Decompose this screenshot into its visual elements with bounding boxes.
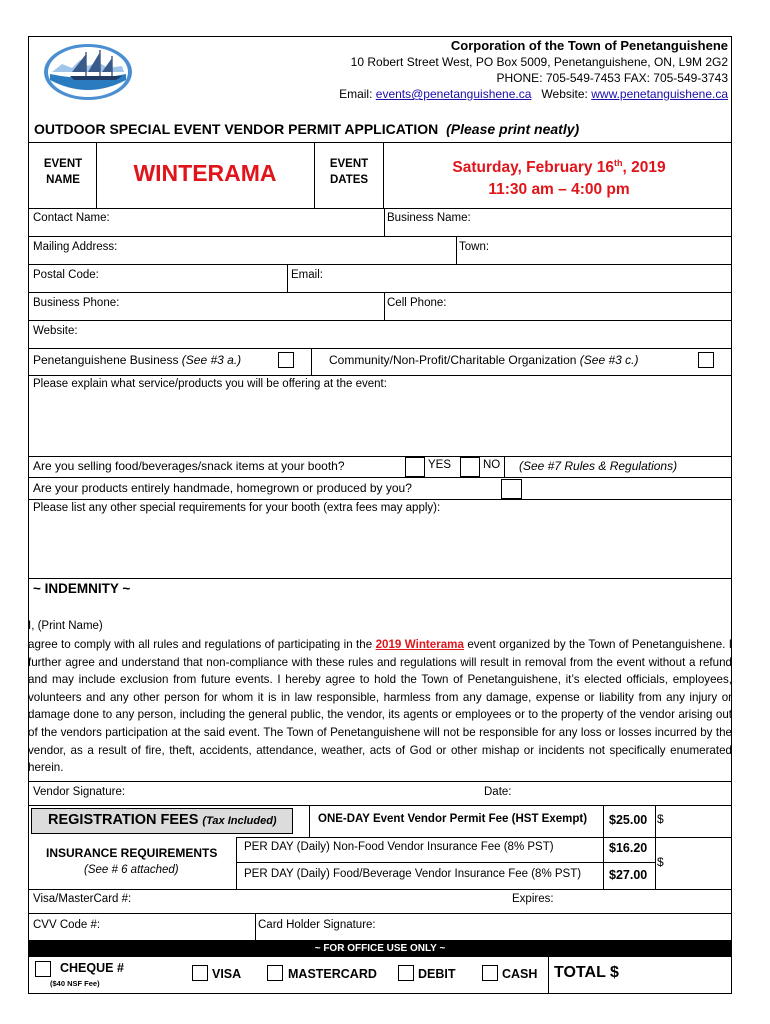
- handmade-checkbox[interactable]: [501, 479, 522, 499]
- form-title-note: (Please print neatly): [446, 121, 580, 137]
- food-no-label: NO: [483, 459, 501, 471]
- visa-label: VISA: [212, 967, 242, 981]
- handmade-question-label: Are your products entirely handmade, homegrown or produced by you?: [33, 481, 412, 495]
- cheque-checkbox[interactable]: [35, 961, 51, 977]
- print-name-label: I, (Print Name): [28, 620, 103, 632]
- cash-label: CASH: [502, 967, 538, 981]
- food-no-checkbox[interactable]: [460, 457, 480, 477]
- cash-checkbox[interactable]: [482, 965, 498, 981]
- indemnity-heading: ~ INDEMNITY ~: [33, 581, 131, 596]
- explain-label: Please explain what service/products you will be offering at the event:: [33, 378, 387, 390]
- cell-phone-label: Cell Phone:: [387, 297, 447, 309]
- mastercard-label: MASTERCARD: [288, 967, 377, 981]
- mastercard-checkbox[interactable]: [267, 965, 283, 981]
- website-link[interactable]: www.penetanguishene.ca: [591, 87, 728, 101]
- community-org-checkbox[interactable]: [698, 352, 714, 368]
- food-fee-label: PER DAY (Daily) Food/Beverage Vendor Insurance Fee (8% PST): [244, 868, 582, 880]
- food-fee-amount: $27.00: [609, 868, 648, 882]
- org-name: Corporation of the Town of Penetanguishene: [450, 38, 728, 53]
- card-holder-sig-label: Card Holder Signature:: [258, 919, 376, 931]
- debit-checkbox[interactable]: [398, 965, 414, 981]
- nonfood-fee-amount: $16.20: [609, 841, 648, 855]
- community-org-label: Community/Non-Profit/Charitable Organization (See #3 c.): [329, 353, 639, 367]
- org-address: 10 Robert Street West, PO Box 5009, Penetanguishene, ON, L9M 2G2: [350, 55, 728, 69]
- special-req-label: Please list any other special requirements for your booth (extra fees may apply):: [33, 502, 441, 514]
- town-label: Town:: [459, 241, 490, 253]
- expires-label: Expires:: [512, 893, 554, 905]
- date-label: Date:: [484, 786, 512, 798]
- insurance-title: INSURANCE REQUIREMENTS: [46, 846, 218, 860]
- food-yes-label: YES: [428, 459, 452, 471]
- form-title: [34, 121, 579, 137]
- email-field-label: Email:: [291, 269, 323, 281]
- visa-checkbox[interactable]: [192, 965, 208, 981]
- vendor-signature-label: Vendor Signature:: [33, 786, 126, 798]
- food-question-label: Are you selling food/beverages/snack items at your booth?: [33, 459, 345, 473]
- mailing-address-label: Mailing Address:: [33, 241, 118, 253]
- cvv-label: CVV Code #:: [33, 919, 101, 931]
- total-label: TOTAL $: [554, 964, 619, 981]
- website-label: Website:: [541, 87, 588, 101]
- card-number-label: Visa/MasterCard #:: [33, 893, 132, 905]
- penet-business-label: Penetanguishene Business (See #3 a.): [33, 353, 242, 367]
- email-label: Email:: [339, 87, 373, 101]
- permit-dollar: $: [657, 812, 664, 826]
- email-link[interactable]: events@penetanguishene.ca: [375, 87, 532, 101]
- insurance-note: (See # 6 attached): [84, 864, 179, 876]
- business-phone-label: Business Phone:: [33, 297, 120, 309]
- nsf-note: ($40 NSF Fee): [50, 979, 100, 988]
- indemnity-text: agree to comply with all rules and regulations of participating in the 2019 Winterama event organized by the Town of Penetanguishene. I further agree and understand that non-compliance with these rules and regulations will result in removal from the event without a refund and may include exclusion from future events. I hereby agree to hold the Town of Penetanguishene, it’s elected officials, employees, volunteers and any other person for whom it is in law responsible, harmless from any damage, expense or liability from any injury or damage done to any person, including the general public, the vendor, its agents or employees or to the property of the vendor arising out of the vendors participation at the said event. The Town of Penetanguishene will not be responsible for any loss or losses incurred by the vendor, as a result of fire, theft, accidents, attendance, weather, acts of God or other mishap or incidents not specifically enumerated herein.: [28, 638, 732, 775]
- nonfood-fee-label: PER DAY (Daily) Non-Food Vendor Insurance Fee (8% PST): [244, 841, 554, 853]
- food-yes-checkbox[interactable]: [405, 457, 425, 477]
- penet-business-checkbox[interactable]: [278, 352, 294, 368]
- office-use-bar: ~ FOR OFFICE USE ONLY ~: [28, 940, 732, 957]
- event-dates-value: Saturday, February 16th, 2019 11:30 am – 4:00 pm: [452, 158, 666, 199]
- cheque-label: CHEQUE #: [60, 961, 124, 975]
- event-name-label: EVENT NAME: [43, 158, 83, 186]
- rules-note: (See #7 Rules & Regulations): [519, 459, 678, 473]
- postal-code-label: Postal Code:: [33, 269, 99, 281]
- debit-label: DEBIT: [418, 967, 456, 981]
- insurance-dollar: $: [657, 855, 664, 869]
- reg-fees-title: REGISTRATION FEES (Tax Included): [48, 812, 277, 828]
- event-dates-label: EVENT DATES: [329, 158, 369, 186]
- permit-fee-amount: $25.00: [609, 813, 648, 827]
- contact-name-label: Contact Name:: [33, 212, 110, 224]
- business-name-label: Business Name:: [387, 212, 471, 224]
- form-title-text: OUTDOOR SPECIAL EVENT VENDOR PERMIT APPLICATION: [34, 121, 439, 137]
- org-phone-fax: PHONE: 705-549-7453 FAX: 705-549-3743: [496, 71, 728, 85]
- website-field-label: Website:: [33, 325, 78, 337]
- permit-fee-label: ONE-DAY Event Vendor Permit Fee (HST Exempt): [318, 813, 588, 825]
- event-name-value: WINTERAMA: [133, 160, 277, 186]
